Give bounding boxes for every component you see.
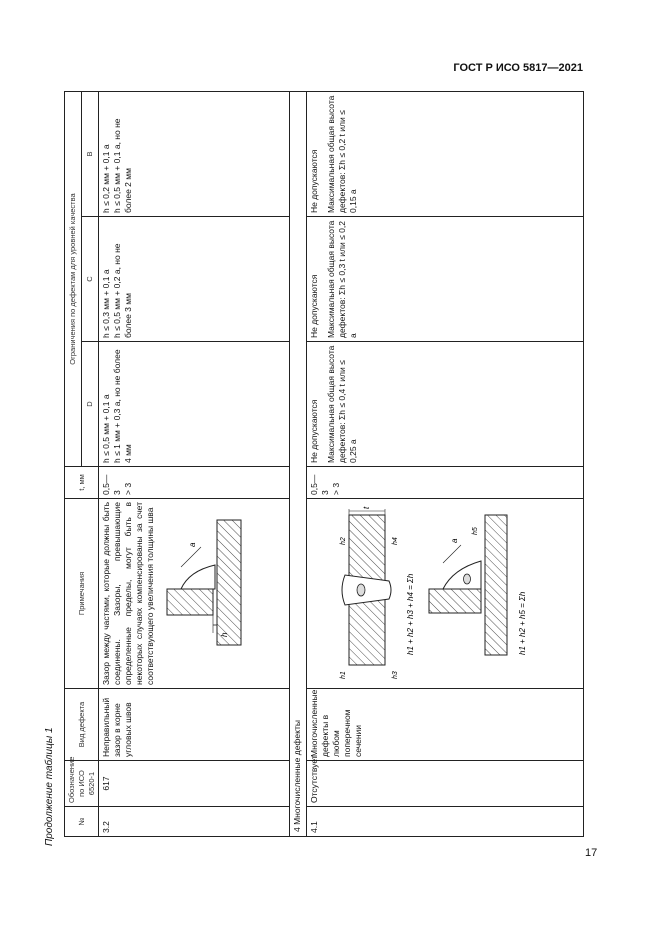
col-header-d: D bbox=[82, 342, 99, 467]
row-defect: Многочисленные дефекты в любом поперечном сечении bbox=[306, 689, 583, 761]
limit-not-allowed: Не допускаются bbox=[308, 149, 319, 213]
col-header-no: № bbox=[65, 807, 99, 837]
vertical-plate bbox=[167, 589, 213, 615]
col-header-t: t, мм bbox=[65, 467, 99, 499]
label-a: a bbox=[449, 538, 459, 543]
limit-max-height: Максимальная общая высота дефектов: Σh ≤ 0,4 t или ≤ 0,25 a bbox=[325, 345, 358, 463]
row-remarks bbox=[306, 499, 583, 689]
fillet-pore bbox=[463, 574, 470, 584]
col-header-limits: Ограничения по дефектам для уровней качества bbox=[65, 92, 82, 467]
row-iso: Отсутствует bbox=[306, 761, 583, 807]
remark-text: Зазор между частями, которые должны быть соединены. Зазоры, превышающие определенные пределы, могут быть в некоторых случаях компенсированы за счет соответствующего увеличения толщины шва bbox=[101, 502, 156, 685]
weld-bead bbox=[181, 565, 215, 589]
row-iso: 617 bbox=[99, 761, 290, 807]
limit-max-height: Максимальная общая высота дефектов: Σh ≤ 0,2 t или ≤ 0,15 a bbox=[325, 95, 358, 213]
page-number: 17 bbox=[585, 847, 598, 859]
limit-line: h ≤ 0,2 мм + 0,1 a bbox=[101, 144, 112, 213]
defects-table bbox=[64, 91, 584, 837]
row-limit-b bbox=[99, 92, 290, 217]
col-header-remarks: Примечания bbox=[65, 499, 99, 689]
row-t bbox=[99, 467, 290, 499]
row-limit-c bbox=[306, 217, 583, 342]
limit-max-height: Максимальная общая высота дефектов: Σh ≤ 0,3 t или ≤ 0,2 a bbox=[325, 220, 358, 338]
fillet-gap-diagram bbox=[159, 505, 287, 685]
label-h: h bbox=[220, 632, 230, 637]
section-title: 4 Многочисленные дефекты bbox=[290, 92, 306, 837]
row-remarks bbox=[99, 499, 290, 689]
multiple-defects-diagram bbox=[309, 503, 549, 685]
t-value: 0,5—3 bbox=[101, 474, 123, 495]
a-dim-line bbox=[181, 547, 201, 567]
limit-line: h ≤ 0,5 мм + 0,1 a, но не более 2 мм bbox=[112, 118, 134, 213]
butt-joint-diagram bbox=[340, 506, 415, 679]
fillet-a-dim bbox=[443, 545, 461, 563]
header-row-1 bbox=[65, 92, 82, 837]
fillet-joint-diagram bbox=[429, 515, 527, 655]
label-t: t bbox=[361, 506, 371, 509]
col-header-b: B bbox=[82, 92, 99, 217]
row-limit-b bbox=[306, 92, 583, 217]
row-t bbox=[306, 467, 583, 499]
table-row bbox=[306, 92, 583, 837]
t-value: > 3 bbox=[330, 482, 341, 495]
t-value: > 3 bbox=[123, 482, 134, 495]
col-header-defect: Вид дефекта bbox=[65, 689, 99, 761]
pore-defect bbox=[357, 584, 365, 596]
standard-header: ГОСТ Р ИСО 5817—2021 bbox=[453, 62, 583, 74]
row-limit-d bbox=[306, 342, 583, 467]
row-limit-d bbox=[99, 342, 290, 467]
label-h3: h3 bbox=[391, 671, 399, 679]
label-h2: h2 bbox=[339, 537, 347, 545]
defects-table-rotated bbox=[64, 92, 584, 837]
fillet-weld bbox=[443, 561, 481, 589]
row-no: 4.1 bbox=[306, 807, 583, 837]
t-value: 0,5—3 bbox=[308, 474, 330, 495]
base-plate bbox=[217, 520, 241, 645]
col-header-iso: Обозначение по ИСО 6520-1 bbox=[65, 761, 99, 807]
fillet-vertical-plate bbox=[429, 589, 481, 613]
limit-not-allowed: Не допускаются bbox=[308, 399, 319, 463]
rotated-table-area bbox=[64, 92, 584, 837]
col-header-c: C bbox=[82, 217, 99, 342]
row-no: 3.2 bbox=[99, 807, 290, 837]
row-defect: Неправильный зазор в корне угловых швов bbox=[99, 689, 290, 761]
section-row bbox=[290, 92, 306, 837]
formula-fillet: h1 + h2 + h5 = Σh bbox=[517, 591, 527, 655]
label-a: a bbox=[188, 542, 198, 547]
table-continuation-label: Продолжение таблицы 1 bbox=[44, 727, 55, 846]
label-h5: h5 bbox=[471, 527, 479, 535]
fillet-base-plate bbox=[485, 515, 507, 655]
row-limit-c bbox=[99, 217, 290, 342]
formula-butt: h1 + h2 + h3 + h4 = Σh bbox=[405, 573, 415, 655]
limit-not-allowed: Не допускаются bbox=[308, 274, 319, 338]
limit-line: h ≤ 0,5 мм + 0,2 a, но не более 3 мм bbox=[112, 243, 134, 338]
table-row bbox=[99, 92, 290, 837]
limit-line: h ≤ 1 мм + 0,3 a, но не более 4 мм bbox=[112, 349, 134, 463]
limit-line: h ≤ 0,5 мм + 0,1 a bbox=[101, 394, 112, 463]
label-h4: h4 bbox=[391, 537, 399, 545]
limit-line: h ≤ 0,3 мм + 0,1 a bbox=[101, 269, 112, 338]
label-h1: h1 bbox=[339, 671, 347, 679]
